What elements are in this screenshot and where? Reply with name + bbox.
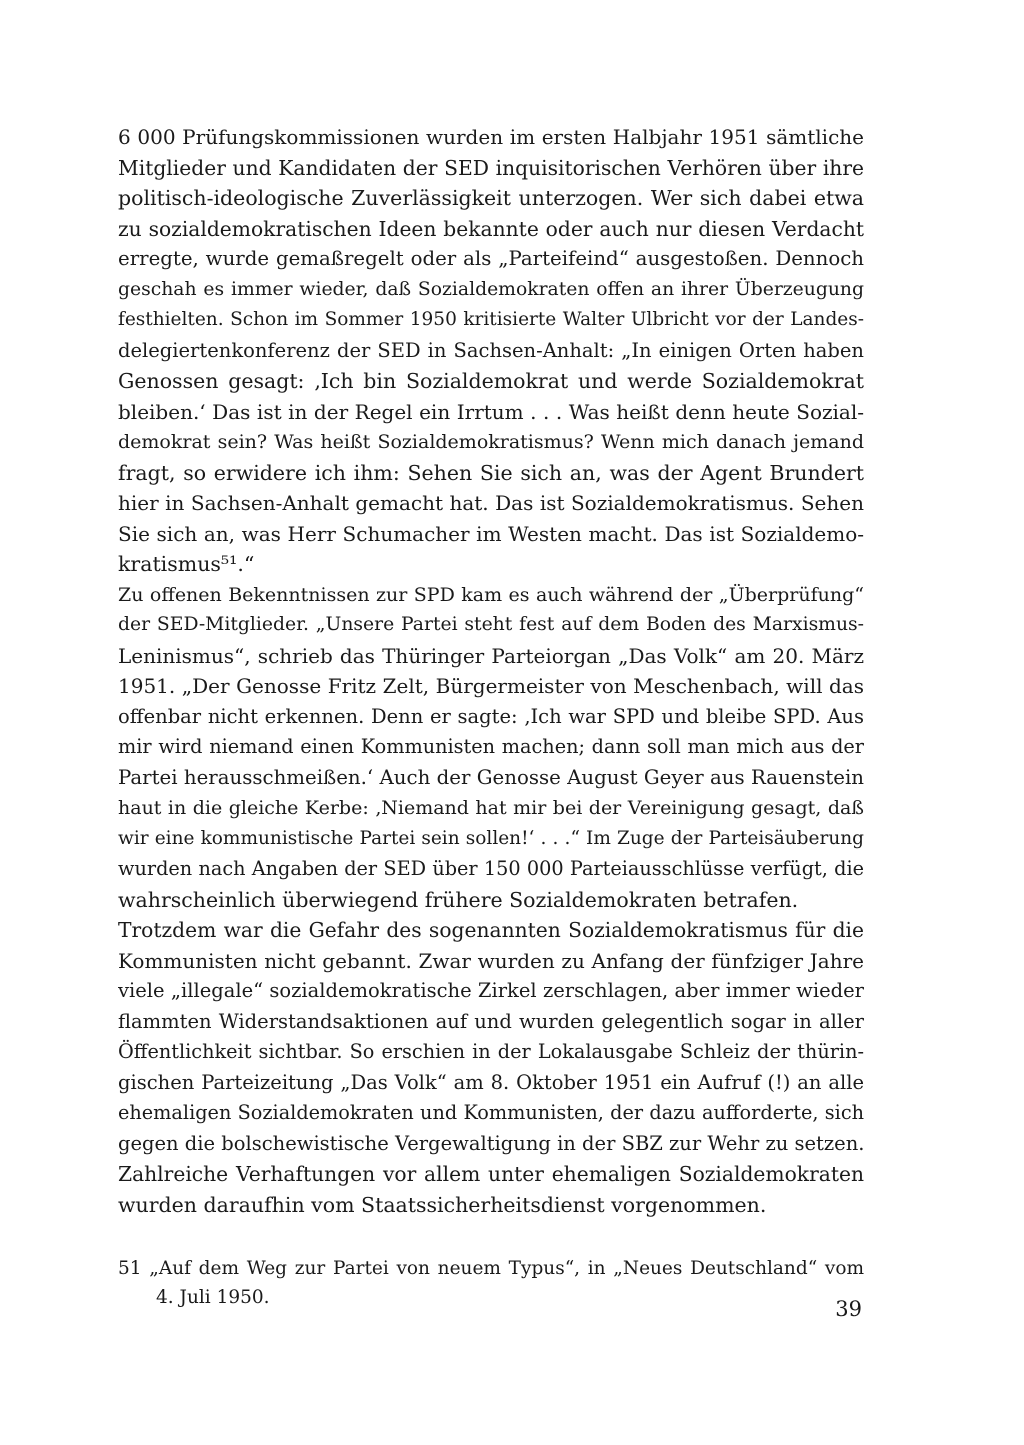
body-line: wir eine kommunistische Partei sein sollen!‘ . . .“ Im Zuge der Parteisäuberung <box>118 827 864 849</box>
body-line: Zahlreiche Verhaftungen vor allem unter ehemaligen Sozialdemokraten <box>118 1162 864 1186</box>
body-line: 1951. „Der Genosse Fritz Zelt, Bürgermeister von Meschenbach, will das <box>118 674 864 698</box>
body-line: zu sozialdemokratischen Ideen bekannte oder auch nur diesen Verdacht <box>118 216 864 241</box>
footnote-line-2: 4. Juli 1950. <box>156 1287 270 1308</box>
body-line: bleiben.‘ Das ist in der Regel ein Irrtum . . . Was heißt denn heute Sozial- <box>118 399 864 424</box>
body-text <box>118 122 864 1220</box>
body-line: Kommunisten nicht gebannt. Zwar wurden zu Anfang der fünfziger Jahre <box>118 948 864 973</box>
body-line: Genossen gesagt: ‚Ich bin Sozialdemokrat und werde Sozialdemokrat <box>118 369 864 393</box>
body-line: Zu offenen Bekenntnissen zur SPD kam es auch während der „Überprüfung“ <box>118 583 864 606</box>
body-line: wurden daraufhin vom Staatssicherheitsdienst vorgenommen. <box>118 1192 767 1217</box>
body-line: Trotzdem war die Gefahr des sogenannten Sozialdemokratismus für die <box>118 918 864 942</box>
body-line: hier in Sachsen-Anhalt gemacht hat. Das ist Sozialdemokratismus. Sehen <box>118 491 864 515</box>
page-number: 39 <box>835 1297 862 1321</box>
footnote-line-1: 51 „Auf dem Weg zur Partei von neuem Typus“, in „Neues Deutschland“ vom <box>118 1258 864 1279</box>
body-line: kratismus⁵¹.“ <box>118 552 255 576</box>
body-line: haut in die gleiche Kerbe: ‚Niemand hat mir bei der Vereinigung gesagt, daß <box>118 797 864 819</box>
body-line: der SED-Mitglieder. „Unsere Partei steht fest auf dem Boden des Marxismus- <box>118 614 864 635</box>
body-line: offenbar nicht erkennen. Denn er sagte: ‚Ich war SPD und bleibe SPD. Aus <box>118 704 864 728</box>
body-line: demokrat sein? Was heißt Sozialdemokratismus? Wenn mich danach jemand <box>118 431 864 453</box>
body-line: Leninismus“, schrieb das Thüringer Parteiorgan „Das Volk“ am 20. März <box>118 643 864 668</box>
body-line: Sie sich an, was Herr Schumacher im Westen macht. Das ist Sozialdemo- <box>118 521 864 546</box>
footnote-gap <box>118 1220 864 1254</box>
body-line: delegiertenkonferenz der SED in Sachsen-Anhalt: „In einigen Orten haben <box>118 338 864 362</box>
body-line: geschah es immer wieder, daß Sozialdemokraten offen an ihrer Überzeugung <box>118 278 864 300</box>
body-line: mir wird niemand einen Kommunisten machen; dann soll man mich aus der <box>118 735 864 758</box>
body-line: fragt, so erwidere ich ihm: Sehen Sie sich an, was der Agent Brundert <box>118 460 864 485</box>
page-body <box>118 122 864 1312</box>
footnote <box>118 1254 864 1312</box>
body-line: gischen Parteizeitung „Das Volk“ am 8. Oktober 1951 ein Aufruf (!) an alle <box>118 1070 864 1094</box>
body-line: festhielten. Schon im Sommer 1950 kritisierte Walter Ulbricht vor der Landes- <box>118 309 864 330</box>
body-line: Öffentlichkeit sichtbar. So erschien in der Lokalausgabe Schleiz der thürin- <box>118 1040 864 1063</box>
body-line: ehemaligen Sozialdemokraten und Kommunisten, der dazu aufforderte, sich <box>118 1101 864 1124</box>
body-line: Mitglieder und Kandidaten der SED inquisitorischen Verhören über ihre <box>118 155 864 180</box>
body-line: gegen die bolschewistische Vergewaltigung in der SBZ zur Wehr zu setzen. <box>118 1131 864 1155</box>
body-line: flammten Widerstandsaktionen auf und wurden gelegentlich sogar in aller <box>118 1009 864 1033</box>
body-line: erregte, wurde gemaßregelt oder als „Parteifeind“ ausgestoßen. Dennoch <box>118 247 864 270</box>
body-line: 6 000 Prüfungskommissionen wurden im ersten Halbjahr 1951 sämtliche <box>118 125 864 149</box>
body-line: viele „illegale“ sozialdemokratische Zirkel zerschlagen, aber immer wieder <box>118 979 864 1002</box>
body-line: wahrscheinlich überwiegend frühere Sozialdemokraten betrafen. <box>118 887 799 912</box>
body-line: politisch-ideologische Zuverlässigkeit unterzogen. Wer sich dabei etwa <box>118 186 864 210</box>
body-line: Partei herausschmeißen.‘ Auch der Genosse August Geyer aus Rauenstein <box>118 765 864 789</box>
body-line: wurden nach Angaben der SED über 150 000 Parteiausschlüsse verfügt, die <box>118 857 864 880</box>
